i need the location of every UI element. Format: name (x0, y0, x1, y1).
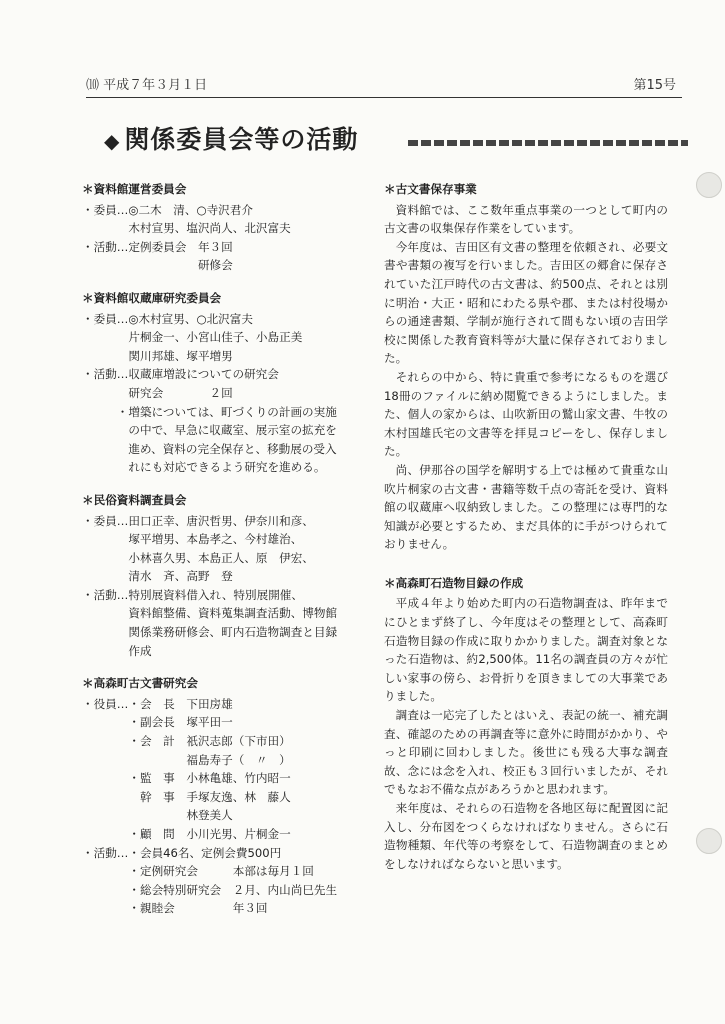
text-line: 関川邦雄、塚平増男 (82, 348, 233, 363)
text-line: ・役員…・会 長 下田房雄 (82, 696, 233, 711)
text-line: 幹 事 手塚友逸、林 藤人 (82, 789, 291, 804)
left-column (82, 180, 372, 932)
text-line: ・副会長 塚平田一 (82, 715, 233, 730)
issue-date: 平成７年３月１日 (103, 78, 208, 93)
header-left (86, 74, 207, 93)
text-line: ・総会特別研究会 ２月、内山尚巳先生 (82, 882, 338, 897)
text-line: 小林喜久男、本島正人、原 伊宏、 (82, 550, 314, 565)
binder-hole (696, 172, 722, 198)
text-line: ・委員…◎木村宣男、○北沢富夫 (82, 311, 253, 326)
page-header (86, 72, 682, 94)
text-line: ・活動…・会員46名、定例会費500円 (82, 845, 282, 860)
paragraph: 来年度は、それらの石造物を各地区毎に配置図に記入し、分布図をつくらなければなりません。さらに石造物種類、年代等の考察をして、石造物調査のまとめをしなければならないと思います。 (384, 801, 668, 871)
text-line: 進め、資料の完全保存と、移動展の受入 (82, 441, 337, 456)
diamond-icon: ◆ (104, 129, 121, 153)
text-line: 資料館整備、資料蒐集調査活動、博物館 (82, 606, 338, 621)
committee-section (82, 180, 372, 275)
title-dashed-rule (408, 140, 688, 146)
text-line: 研究会 ２回 (82, 385, 233, 400)
page-title-text: 関係委員会等の活動 (124, 125, 359, 154)
text-line: ・親睦会 年３回 (82, 901, 268, 916)
paragraph: 今年度は、吉田区有文書の整理を依頼され、必要文書や書類の複写を行いました。吉田区の郷倉に保存されていた江戸時代の古文書は、約500点、それとは別に明治・大正・昭和にわたる県や郡、または村役場からの通達書類、学制が施行されて間もない頃の吉田学校に関係した教育資料等が大量に保存されておりました。 (384, 239, 668, 366)
issue-number: 第15号 (633, 78, 676, 93)
paragraph: 尚、伊那谷の国学を解明する上では極めて貴重な山吹片桐家の古文書・書籍等数千点の寄託を受け、資料館の収蔵庫へ収納致しました。この整理には専門的な知識が必要とするため、まだ具体的に手がつけられておりません。 (384, 462, 668, 552)
text-line: 研修会 (82, 258, 233, 273)
paragraph: 調査は一応完了したとはいえ、表記の統一、補充調査、確認のための再調査等に意外に時間がかかり、やっと印刷に回わしました。後世にも残る大事な調査故、念には念を入れ、校正も３回行いましたが、それでもなお不備な点があろうかと思われます。 (384, 708, 668, 797)
text-line: れにも対応できるよう研究を進める。 (82, 460, 326, 475)
text-line: 福島寿子（ 〃 ） (82, 752, 291, 767)
text-line: ・増築については、町づくりの計画の実施 (82, 404, 337, 419)
section-title: ＊民俗資料調査員会 (82, 492, 187, 507)
text-line: ・定例研究会 本部は毎月１回 (82, 864, 314, 879)
section-title: ＊資料館運営委員会 (82, 182, 187, 196)
text-line: の中で、早急に収蔵室、展示室の拡充を (82, 423, 337, 438)
text-line: ・委員…田口正幸、唐沢哲男、伊奈川和彦、 (82, 513, 314, 528)
page-title (104, 120, 358, 154)
text-line: ・活動…定例委員会 年３回 (82, 239, 233, 254)
binder-hole (696, 828, 722, 854)
text-line: 林登美人 (82, 808, 233, 823)
text-line: 片桐金一、小宮山佳子、小島正美 (82, 330, 303, 345)
committee-section (82, 674, 372, 918)
text-line: 関係業務研修会、町内石造物調査と目録 (82, 625, 338, 640)
text-line: 作成 (82, 643, 152, 658)
committee-section (82, 289, 372, 477)
text-line: 清水 斉、高野 登 (82, 569, 233, 584)
committee-section (82, 491, 372, 660)
text-line: 木村宣男、塩沢尚人、北沢富夫 (82, 221, 291, 236)
section-title: ＊古文書保存事業 (384, 182, 477, 196)
header-rule (86, 97, 682, 98)
text-line: 塚平増男、本島孝之、今村雄治、 (82, 532, 303, 547)
text-line: ・監 事 小林亀雄、竹内昭一 (82, 771, 291, 786)
section-title: ＊高森町石造物目録の作成 (384, 575, 524, 590)
section-title: ＊資料館収蔵庫研究委員会 (82, 290, 222, 305)
article-section (384, 574, 668, 874)
paragraph: 平成４年より始めた町内の石造物調査は、昨年までにひとまず終了し、今年度はその整理として、高森町石造物目録の作成に取りかかりました。調査対象となった石造物は、約2,500体。11名の調査員の方々が忙しい家事の傍ら、お骨折りを頂きましての大事業でありました。 (384, 596, 668, 704)
page-number: ⑽ (86, 78, 100, 93)
section-title: ＊高森町古文書研究会 (82, 676, 198, 691)
text-line: ・顧 問 小川光男、片桐金一 (82, 827, 291, 841)
paragraph: それらの中から、特に貴重で参考になるものを選び18冊のファイルに納め閲覧できるようにしました。また、個人の家からは、山吹新田の鷲山家文書、牛牧の木村国雄氏宅の文書等を拝見コピーをし、保存しました。 (384, 369, 668, 459)
text-line: ・活動…特別展資料借入れ、特別展開催、 (82, 587, 303, 602)
article-section (384, 180, 668, 554)
text-line: ・会 計 祇沢志郎（下市田） (82, 734, 291, 749)
paragraph: 資料館では、ここ数年重点事業の一つとして町内の古文書の収集保存作業をしています。 (384, 202, 668, 236)
text-line: ・委員…◎二木 清、○寺沢君介 (82, 202, 253, 217)
text-line: ・活動…収蔵庫増設についての研究会 (82, 367, 279, 382)
right-column (384, 180, 668, 893)
